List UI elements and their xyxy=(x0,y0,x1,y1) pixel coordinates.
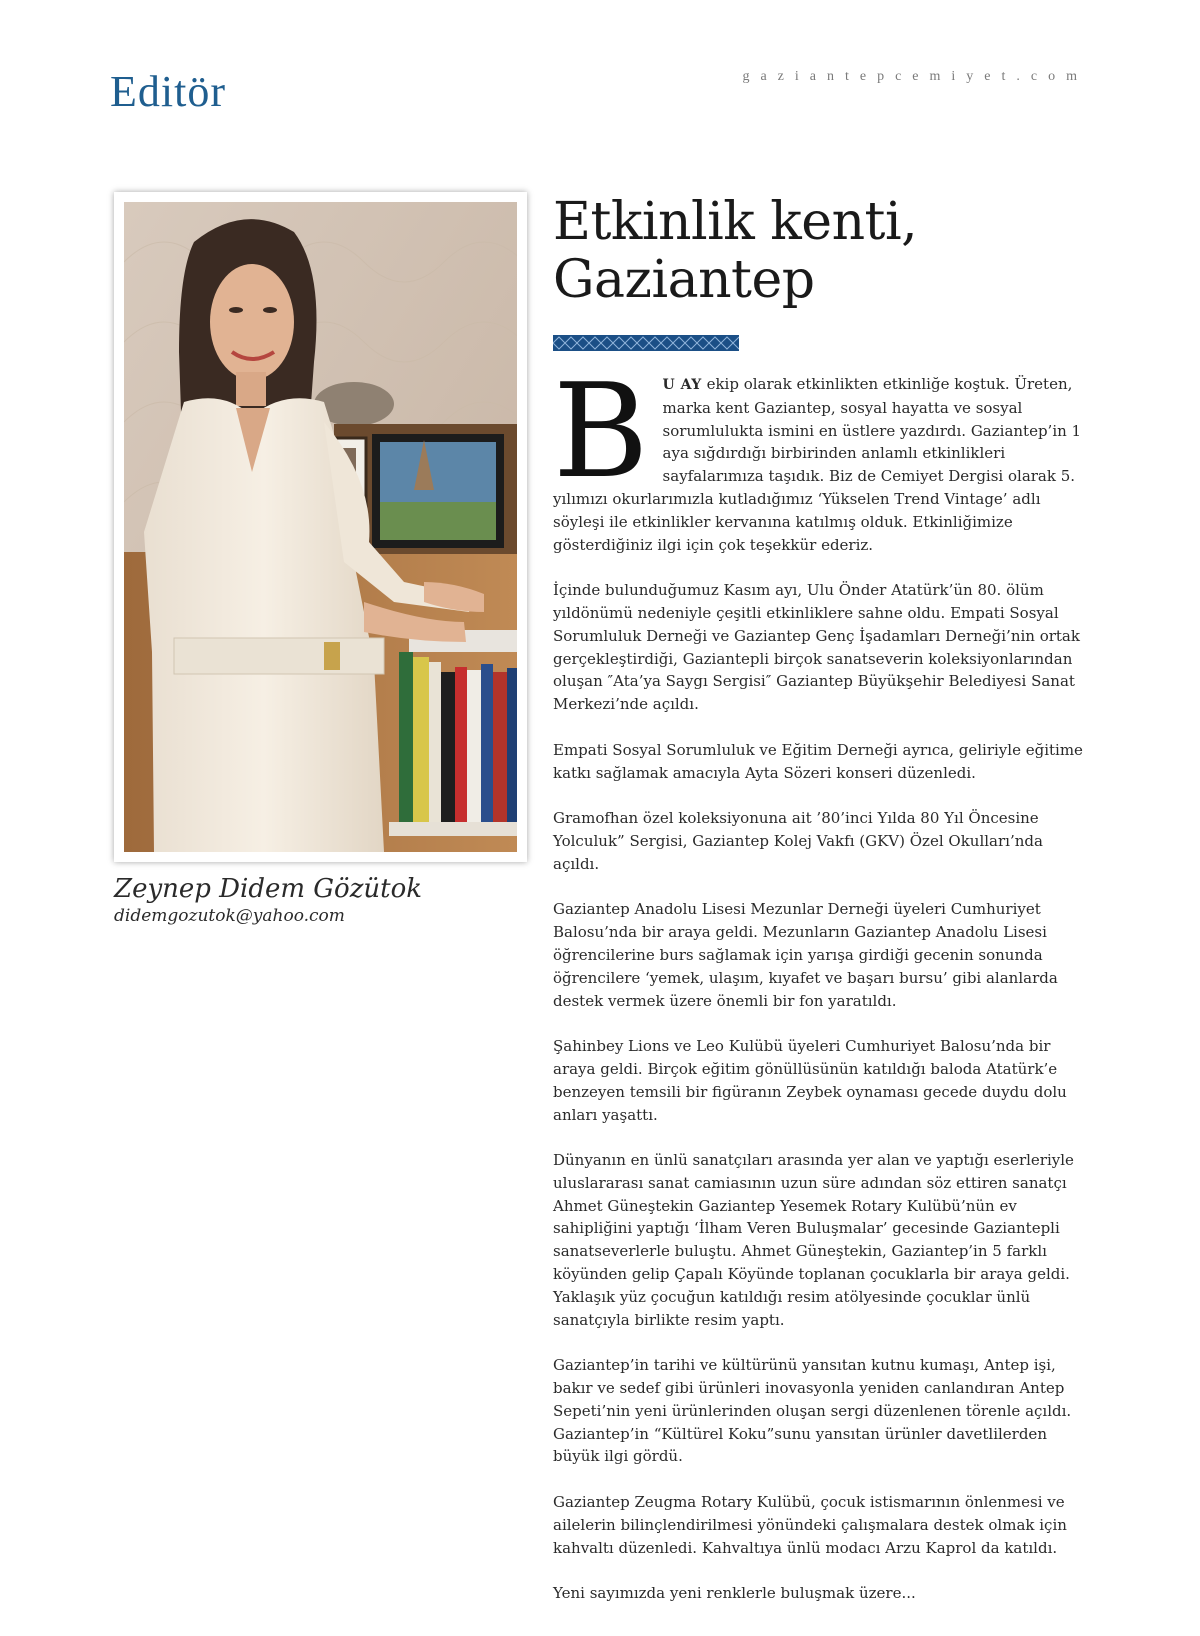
editor-portrait-photo xyxy=(124,202,517,852)
section-label: Editör xyxy=(110,67,226,116)
lead-caps: U AY xyxy=(662,377,702,393)
article-paragraph xyxy=(553,355,1093,556)
article-paragraph: Empati Sosyal Sorumluluk ve Eğitim Derneği ayrıca, geliriyle eğitime katkı sağlamak amacıyla Ayta Sözeri konseri düzenledi. xyxy=(553,740,1083,782)
article-paragraph: Dünyanın en ünlü sanatçıları arasında yer alan ve yaptığı eserleriyle uluslararası sanat camiasının uzun süre adından söz ettiren sanatçı Ahmet Güneştekin Gaziantep Yesemek Rotary Kulübü’nün ev sahipliğini yaptığı ‘İlham Veren Buluşmalar’ gecesinde Gaziantepli sanatseverlerle buluştu. Ahmet Güneştekin, Gaziantep’in 5 farklı köyünden gelip Çapalı Köyünde toplanan çocuklarla bir araya geldi. Yaklaşık yüz çocuğun katıldığı resim atölyesinde çocuklar ünlü sanatçıyla birlikte resim yaptı. xyxy=(553,1151,1074,1329)
paragraph-text: ekip olarak etkinlikten etkinliğe koştuk. Üreten, marka kent Gaziantep, sosyal hayatta ve sosyal sorumlulukta ismini en üstlere yazdırdı. Gaziantep’in 1 aya sığdırdığı birbirinden anlamlı etkinlikleri sayfalarımıza taşıdık. Biz de Cemiyet Dergisi olarak 5. yılımızı okurlarımızla kutladığımız ‘Yükselen Trend Vintage’ adlı söyleşi ile etkinlikler kervanına katılmış olduk. Etkinliğimize gösterdiğiniz ilgi için çok teşekkür ederiz. xyxy=(553,375,1082,554)
editor-photo-frame xyxy=(114,192,527,862)
article-title: Etkinlik kenti, Gaziantep xyxy=(553,192,918,310)
article-paragraph: Yeni sayımızda yeni renklerle buluşmak üzere... xyxy=(553,1584,916,1603)
author-email[interactable]: didemgozutok@yahoo.com xyxy=(114,906,345,926)
decorative-pattern-band xyxy=(553,335,739,351)
article-paragraph: Gramofhan özel koleksiyonuna ait ’80’inci Yılda 80 Yıl Öncesine Yolculuk” Sergisi, Gaziantep Kolej Vakfı (GKV) Özel Okulları’nda açıldı. xyxy=(553,809,1043,873)
author-name: Zeynep Didem Gözütok xyxy=(114,874,423,904)
article-paragraph: Gaziantep Zeugma Rotary Kulübü, çocuk istismarının önlenmesi ve ailelerin bilinçlendirilmesi yönündeki çalışmalara destek olmak için kahvaltı düzenledi. Kahvaltıya ünlü modacı Arzu Kaprol da katıldı. xyxy=(553,1493,1067,1557)
article-paragraph: İçinde bulunduğumuz Kasım ayı, Ulu Önder Atatürk’ün 80. ölüm yıldönümü nedeniyle çeşitli etkinliklere sahne oldu. Empati Sosyal Sorumluluk Derneği ve Gaziantep Genç İşadamları Derneği’nin ortak gerçekleştirdiği, Gaziantepli birçok sanatseverin koleksiyonlarından oluşan ″Ata’ya Saygı Sergisi″ Gaziantep Büyükşehir Belediyesi Sanat Merkezi’nde açıldı. xyxy=(553,581,1080,714)
article-paragraph: Gaziantep Anadolu Lisesi Mezunlar Derneği üyeleri Cumhuriyet Balosu’nda bir araya geldi. Mezunların Gaziantep Anadolu Lisesi öğrencilerine burs sağlamak için yarışa girdiği gecenin sonunda öğrencilere ‘yemek, ulaşım, kıyafet ve başarı bursu’ gibi alanlarda destek vermek üzere önemli bir fon yaratıldı. xyxy=(553,900,1058,1010)
article-body xyxy=(553,355,1093,1628)
drop-cap: B xyxy=(553,355,649,507)
article-paragraph: Şahinbey Lions ve Leo Kulübü üyeleri Cumhuriyet Balosu’nda bir araya geldi. Birçok eğitim gönüllüsünün katıldığı baloda Atatürk’e benzeyen temsili bir figüranın Zeybek oynaması gecede duydu dolu anları yaşattı. xyxy=(553,1037,1067,1124)
article-paragraph: Gaziantep’in tarihi ve kültürünü yansıtan kutnu kumaşı, Antep işi, bakır ve sedef gibi ürünleri inovasyonla yeniden canlandıran Antep Sepeti’nin yeni ürünlerinden oluşan sergi düzenlenen törenle açıldı. Gaziantep’in “Kültürel Koku”sunu yansıtan ürünler davetlilerden büyük ilgi gördü. xyxy=(553,1356,1072,1466)
site-url[interactable]: gaziantepcemiyet.com xyxy=(742,69,1088,84)
